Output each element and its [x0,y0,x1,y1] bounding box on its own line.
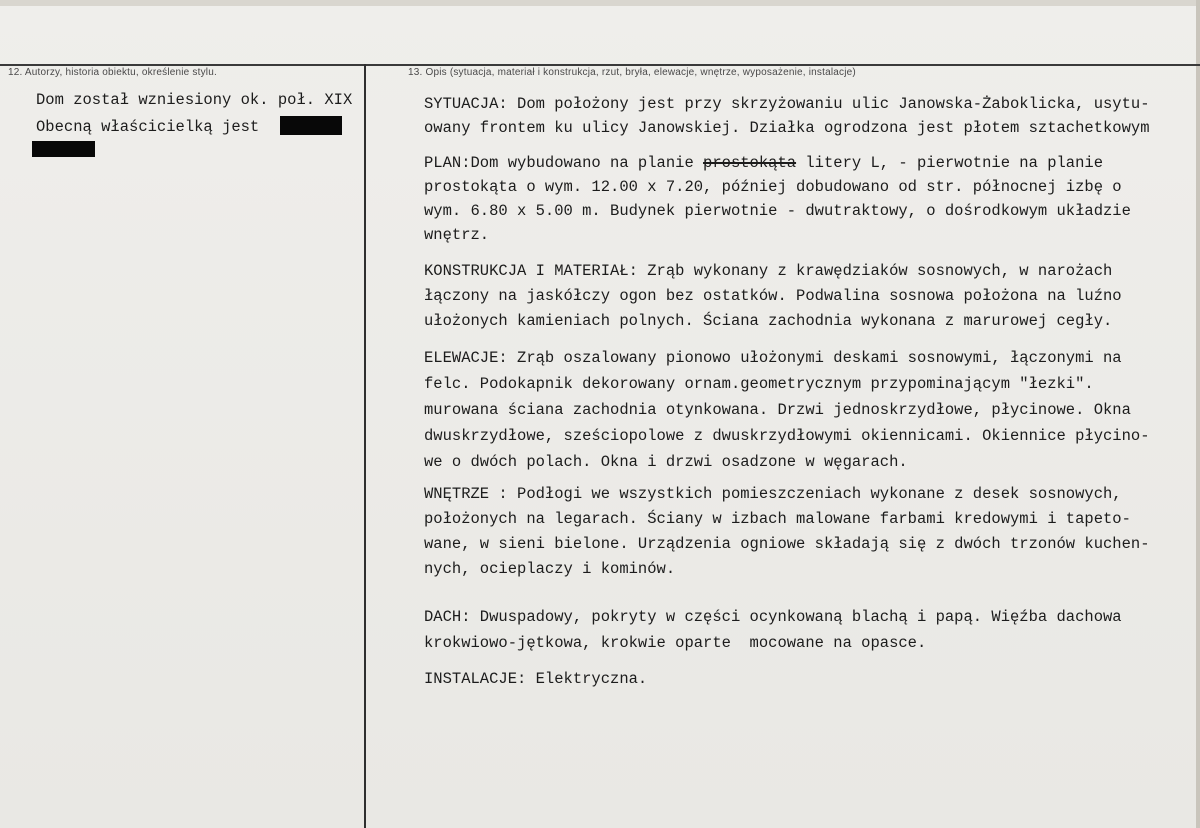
elewacje-line-3: murowana ściana zachodnia otynkowana. Drzwi jednoskrzydłowe, płycinowe. Okna [424,401,1131,419]
column-divider [364,64,366,828]
history-line-1: Dom został wzniesiony ok. poł. XIX [36,91,353,109]
sytuacja-line-1: SYTUACJA: Dom położony jest przy skrzyżowaniu ulic Janowska-Żaboklicka, usytu- [424,95,1150,113]
header-rule [0,64,1200,66]
plan-line-4: wnętrz. [424,226,490,244]
dach-line-2: krokwiowo-jętkowa, krokwie oparte mocowane na opasce. [424,634,927,652]
plan-line-3: wym. 6.80 x 5.00 m. Budynek pierwotnie - dwutraktowy, o dośrodkowym układzie [424,202,1131,220]
plan-line-2: prostokąta o wym. 12.00 x 7.20, później dobudowano od str. północnej izbę o [424,178,1122,196]
redaction-box-1 [280,116,342,135]
plan-struck-word: prostokąta [703,154,797,172]
elewacje-line-5: we o dwóch polach. Okna i drzwi osadzone w węgarach. [424,453,908,471]
card-top-edge [0,0,1200,6]
plan-line-1-start: PLAN:Dom wybudowano na planie [424,154,704,172]
wnetrze-line-1: WNĘTRZE : Podłogi we wszystkich pomieszczeniach wykonane z desek sosnowych, [424,485,1122,503]
elewacje-line-4: dwuskrzydłowe, sześciopolowe z dwuskrzydłowymi okiennicami. Okiennice płycino- [424,427,1150,445]
elewacje-line-2: felc. Podokapnik dekorowany ornam.geometrycznym przypominającym "łezki". [424,375,1094,393]
konstrukcja-line-3: ułożonych kamieniach polnych. Ściana zachodnia wykonana z marurowej cegły. [424,312,1113,330]
instalacje-line-1: INSTALACJE: Elektryczna. [424,670,648,688]
redaction-box-2 [32,141,95,157]
dach-line-1: DACH: Dwuspadowy, pokryty w części ocynkowaną blachą i papą. Więźba dachowa [424,608,1122,626]
card-right-edge [1196,0,1200,828]
konstrukcja-line-2: łączony na jaskółczy ogon bez ostatków. Podwalina sosnowa położona na luźno [424,287,1122,305]
elewacje-line-1: ELEWACJE: Zrąb oszalowany pionowo ułożonymi deskami sosnowymi, łączonymi na [424,349,1122,367]
field-13-label: 13. Opis (sytuacja, materiał i konstrukcja, rzut, bryła, elewacje, wnętrze, wyposażenie, instalacje) [408,67,856,78]
wnetrze-line-2: położonych na legarach. Ściany w izbach malowane farbami kredowymi i tapeto- [424,510,1131,528]
plan-line-1 [424,151,1103,175]
konstrukcja-line-1: KONSTRUKCJA I MATERIAŁ: Zrąb wykonany z krawędziaków sosnowych, w narożach [424,262,1113,280]
wnetrze-line-3: wane, w sieni bielone. Urządzenia ogniowe składają się z dwóch trzonów kuchen- [424,535,1150,553]
plan-line-1-end: litery L, - pierwotnie na planie [796,154,1104,172]
field-12-label: 12. Autorzy, historia obiektu, określenie stylu. [8,67,217,78]
history-line-2: Obecną właścicielką jest [36,118,260,136]
wnetrze-line-4: nych, ocieplaczy i kominów. [424,560,676,578]
sytuacja-line-2: owany frontem ku ulicy Janowskiej. Działka ogrodzona jest płotem sztachetkowym [424,119,1150,137]
